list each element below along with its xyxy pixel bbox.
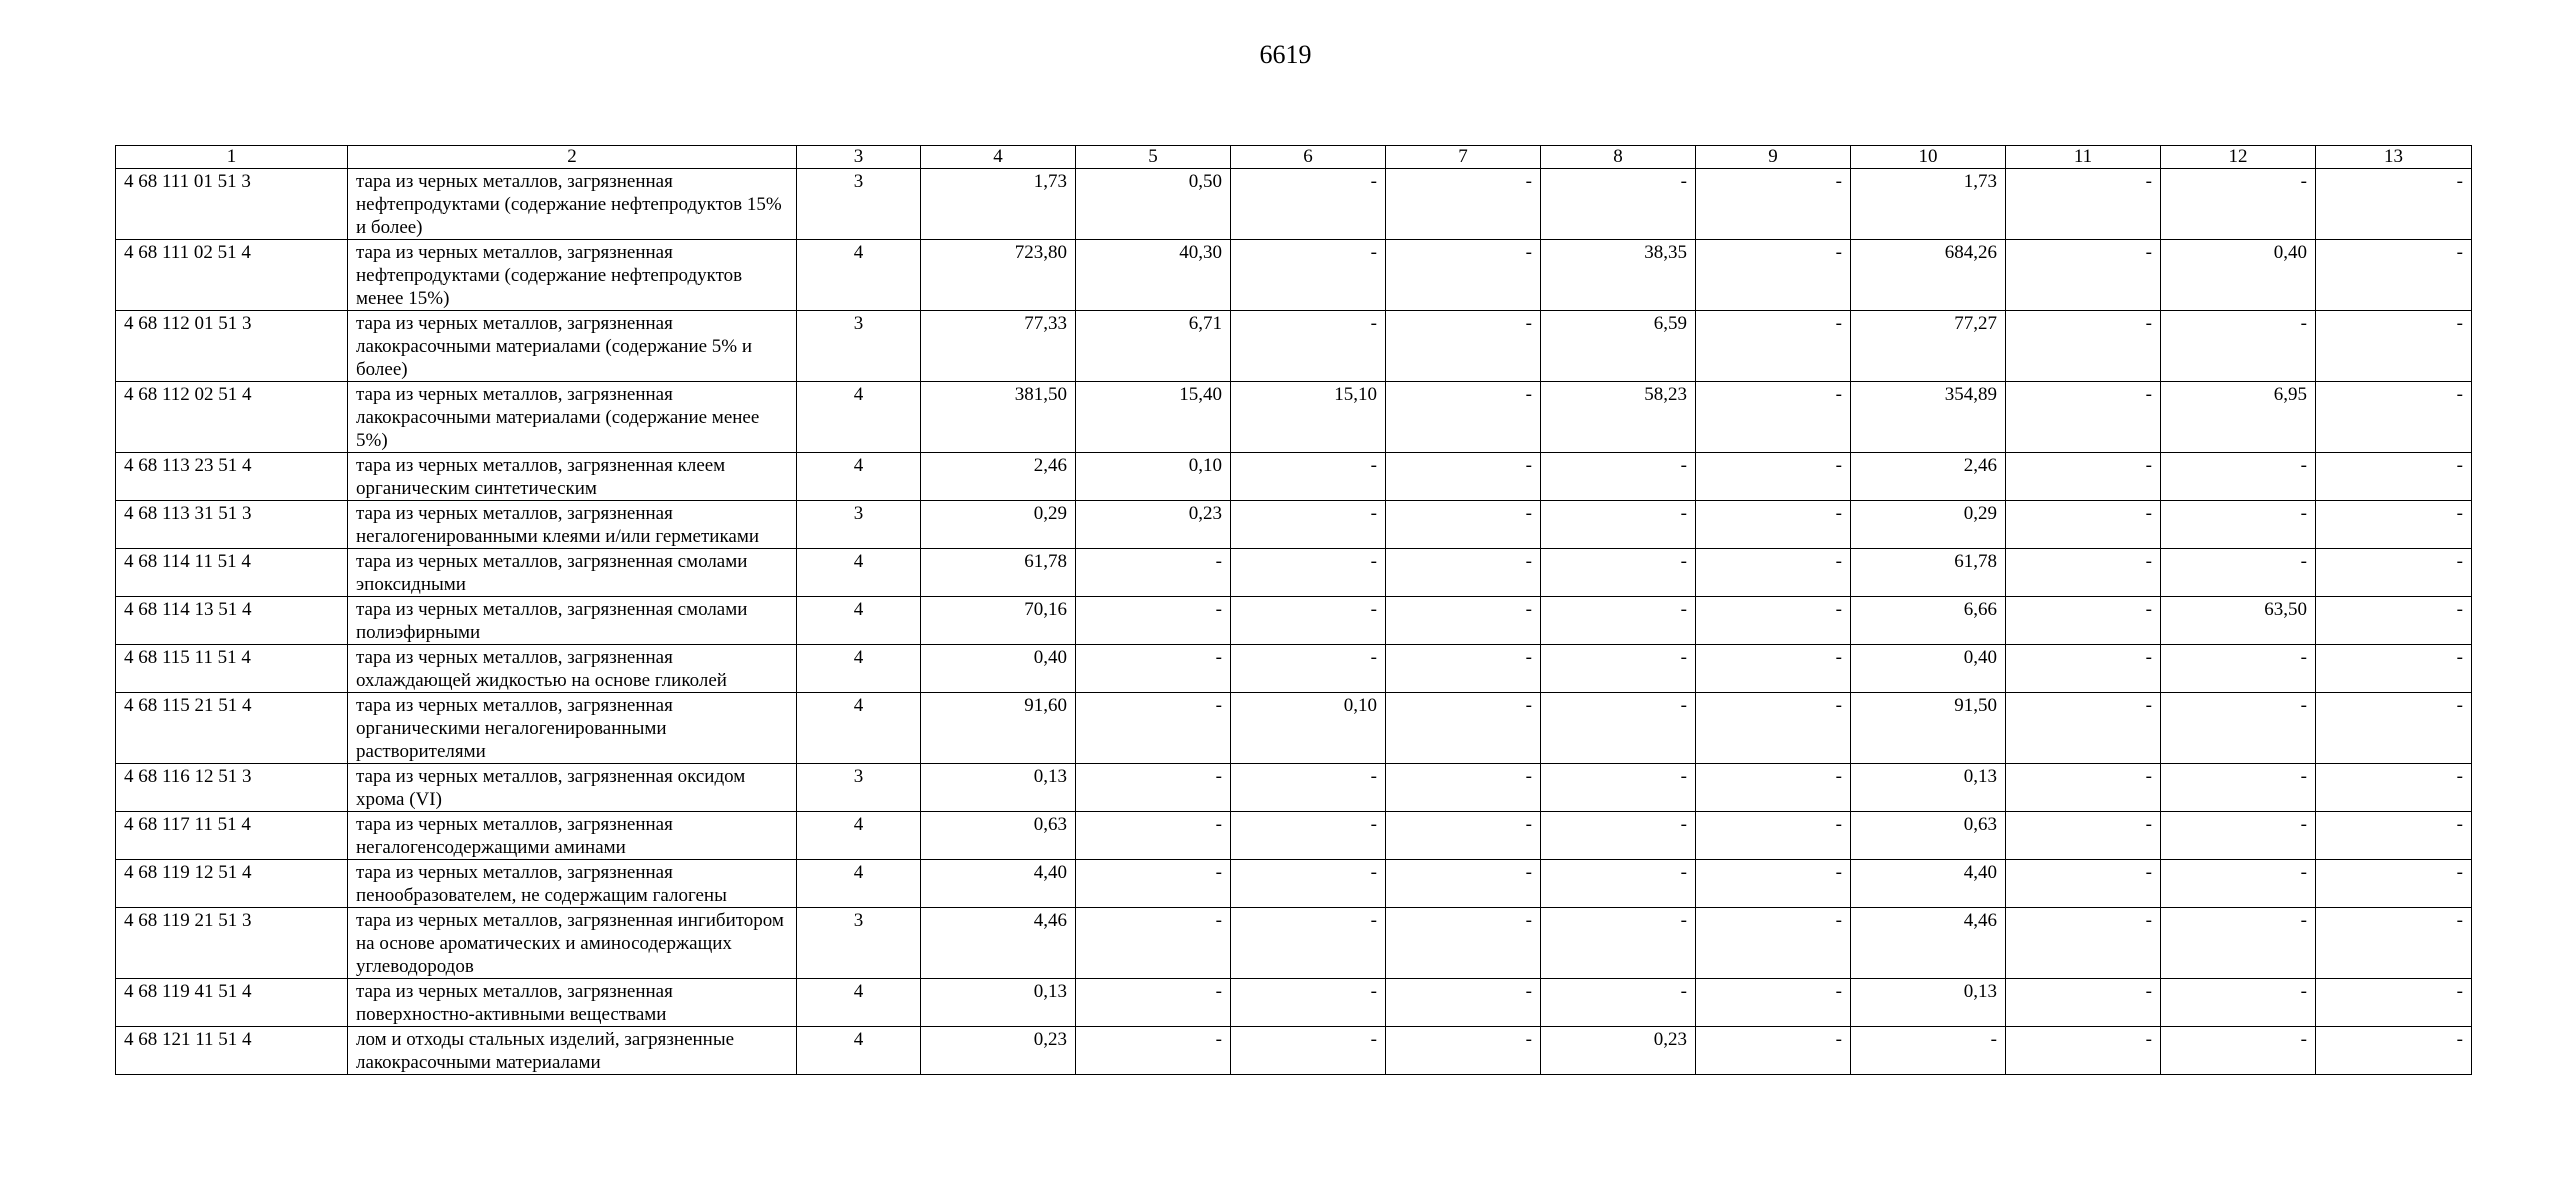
value-cell: 63,50 — [2161, 597, 2316, 645]
value-cell: 0,40 — [2161, 240, 2316, 311]
value-cell: 0,63 — [1851, 812, 2006, 860]
value-cell: - — [1386, 597, 1541, 645]
value-cell: 1,73 — [921, 169, 1076, 240]
value-cell: - — [1231, 908, 1386, 979]
page-number: 6619 — [1259, 40, 1312, 69]
value-cell: - — [2316, 169, 2472, 240]
value-cell: - — [1076, 812, 1231, 860]
value-cell: - — [2316, 979, 2472, 1027]
hazard-class-cell: 3 — [797, 908, 921, 979]
waste-name-cell: тара из черных металлов, загрязненная лакокрасочными материалами (содержание 5% и более) — [348, 311, 797, 382]
value-cell: 91,60 — [921, 693, 1076, 764]
hazard-class-cell: 3 — [797, 764, 921, 812]
column-header: 5 — [1076, 146, 1231, 169]
value-cell: - — [1386, 311, 1541, 382]
value-cell: 0,23 — [1541, 1027, 1696, 1075]
value-cell: - — [1696, 240, 1851, 311]
value-cell: - — [2316, 382, 2472, 453]
value-cell: - — [1696, 1027, 1851, 1075]
waste-code-cell: 4 68 121 11 51 4 — [116, 1027, 348, 1075]
value-cell: 0,10 — [1076, 453, 1231, 501]
value-cell: 58,23 — [1541, 382, 1696, 453]
table-row — [116, 645, 2472, 693]
value-cell: - — [1696, 693, 1851, 764]
waste-name-cell: тара из черных металлов, загрязненная органическими негалогенированными растворителями — [348, 693, 797, 764]
value-cell: - — [1696, 501, 1851, 549]
value-cell: - — [1231, 549, 1386, 597]
value-cell: 0,63 — [921, 812, 1076, 860]
value-cell: - — [1386, 645, 1541, 693]
value-cell: - — [1076, 908, 1231, 979]
value-cell: - — [2161, 979, 2316, 1027]
table-row — [116, 860, 2472, 908]
waste-code-cell: 4 68 111 02 51 4 — [116, 240, 348, 311]
table-row — [116, 169, 2472, 240]
value-cell: - — [1231, 169, 1386, 240]
value-cell: - — [1231, 860, 1386, 908]
table-row — [116, 453, 2472, 501]
value-cell: - — [2161, 549, 2316, 597]
value-cell: - — [2161, 1027, 2316, 1075]
value-cell: - — [1541, 693, 1696, 764]
hazard-class-cell: 4 — [797, 597, 921, 645]
value-cell: - — [1386, 549, 1541, 597]
value-cell: - — [1076, 597, 1231, 645]
value-cell: 1,73 — [1851, 169, 2006, 240]
waste-code-cell: 4 68 114 13 51 4 — [116, 597, 348, 645]
column-header: 4 — [921, 146, 1076, 169]
value-cell: 0,23 — [921, 1027, 1076, 1075]
waste-code-cell: 4 68 115 11 51 4 — [116, 645, 348, 693]
value-cell: - — [1386, 764, 1541, 812]
value-cell: - — [1541, 764, 1696, 812]
value-cell: - — [1696, 764, 1851, 812]
table-row — [116, 979, 2472, 1027]
table-row — [116, 382, 2472, 453]
value-cell: 354,89 — [1851, 382, 2006, 453]
value-cell: 684,26 — [1851, 240, 2006, 311]
value-cell: 4,40 — [921, 860, 1076, 908]
value-cell: 0,13 — [1851, 764, 2006, 812]
value-cell: - — [2316, 311, 2472, 382]
value-cell: 0,13 — [1851, 979, 2006, 1027]
value-cell: 77,33 — [921, 311, 1076, 382]
waste-code-cell: 4 68 116 12 51 3 — [116, 764, 348, 812]
value-cell: 381,50 — [921, 382, 1076, 453]
value-cell: 61,78 — [1851, 549, 2006, 597]
value-cell: - — [2161, 693, 2316, 764]
value-cell: - — [1541, 908, 1696, 979]
waste-name-cell: тара из черных металлов, загрязненная поверхностно-активными веществами — [348, 979, 797, 1027]
value-cell: - — [1231, 240, 1386, 311]
value-cell: - — [2006, 169, 2161, 240]
hazard-class-cell: 4 — [797, 453, 921, 501]
value-cell: - — [2316, 860, 2472, 908]
header-row — [116, 146, 2472, 169]
table-row — [116, 693, 2472, 764]
waste-code-cell: 4 68 113 31 51 3 — [116, 501, 348, 549]
column-header: 2 — [348, 146, 797, 169]
value-cell: - — [2006, 860, 2161, 908]
hazard-class-cell: 4 — [797, 860, 921, 908]
value-cell: - — [2006, 812, 2161, 860]
value-cell: - — [1386, 501, 1541, 549]
value-cell: - — [1541, 501, 1696, 549]
hazard-class-cell: 4 — [797, 549, 921, 597]
value-cell: 0,40 — [1851, 645, 2006, 693]
table-row — [116, 908, 2472, 979]
waste-name-cell: тара из черных металлов, загрязненная лакокрасочными материалами (содержание менее 5%) — [348, 382, 797, 453]
value-cell: 15,40 — [1076, 382, 1231, 453]
waste-code-cell: 4 68 119 41 51 4 — [116, 979, 348, 1027]
value-cell: 4,46 — [1851, 908, 2006, 979]
value-cell: 6,66 — [1851, 597, 2006, 645]
column-header: 11 — [2006, 146, 2161, 169]
table-row — [116, 240, 2472, 311]
column-header: 6 — [1231, 146, 1386, 169]
table-row — [116, 311, 2472, 382]
value-cell: - — [1541, 979, 1696, 1027]
table-row — [116, 1027, 2472, 1075]
value-cell: - — [1231, 812, 1386, 860]
value-cell: - — [1851, 1027, 2006, 1075]
hazard-class-cell: 4 — [797, 382, 921, 453]
value-cell: - — [1386, 382, 1541, 453]
value-cell: - — [1696, 597, 1851, 645]
value-cell: - — [1076, 860, 1231, 908]
value-cell: - — [1231, 645, 1386, 693]
value-cell: - — [1696, 645, 1851, 693]
value-cell: - — [2316, 645, 2472, 693]
table-body — [116, 169, 2472, 1075]
value-cell: - — [1696, 812, 1851, 860]
value-cell: - — [2316, 453, 2472, 501]
hazard-class-cell: 4 — [797, 812, 921, 860]
hazard-class-cell: 3 — [797, 501, 921, 549]
waste-name-cell: тара из черных металлов, загрязненная негалогенсодержащими аминами — [348, 812, 797, 860]
value-cell: 70,16 — [921, 597, 1076, 645]
hazard-class-cell: 3 — [797, 311, 921, 382]
waste-code-cell: 4 68 114 11 51 4 — [116, 549, 348, 597]
value-cell: 4,40 — [1851, 860, 2006, 908]
waste-name-cell: тара из черных металлов, загрязненная охлаждающей жидкостью на основе гликолей — [348, 645, 797, 693]
value-cell: 0,40 — [921, 645, 1076, 693]
value-cell: - — [1696, 382, 1851, 453]
value-cell: - — [1386, 812, 1541, 860]
value-cell: - — [1696, 311, 1851, 382]
value-cell: - — [1231, 1027, 1386, 1075]
value-cell: - — [1231, 597, 1386, 645]
value-cell: - — [2316, 549, 2472, 597]
value-cell: - — [2316, 240, 2472, 311]
value-cell: - — [1076, 549, 1231, 597]
waste-table — [115, 145, 2472, 1075]
value-cell: - — [1541, 860, 1696, 908]
waste-name-cell: тара из черных металлов, загрязненная пенообразователем, не содержащим галогены — [348, 860, 797, 908]
value-cell: 0,13 — [921, 979, 1076, 1027]
value-cell: - — [1696, 860, 1851, 908]
value-cell: - — [1076, 979, 1231, 1027]
waste-name-cell: тара из черных металлов, загрязненная негалогенированными клеями и/или герметиками — [348, 501, 797, 549]
waste-name-cell: тара из черных металлов, загрязненная клеем органическим синтетическим — [348, 453, 797, 501]
value-cell: - — [2006, 240, 2161, 311]
value-cell: - — [2161, 311, 2316, 382]
value-cell: - — [1386, 860, 1541, 908]
value-cell: - — [1231, 453, 1386, 501]
waste-name-cell: тара из черных металлов, загрязненная смолами полиэфирными — [348, 597, 797, 645]
value-cell: 6,71 — [1076, 311, 1231, 382]
value-cell: - — [2161, 645, 2316, 693]
hazard-class-cell: 4 — [797, 979, 921, 1027]
value-cell: 0,29 — [921, 501, 1076, 549]
value-cell: - — [2006, 979, 2161, 1027]
value-cell: - — [1231, 979, 1386, 1027]
column-header: 8 — [1541, 146, 1696, 169]
hazard-class-cell: 4 — [797, 240, 921, 311]
value-cell: 77,27 — [1851, 311, 2006, 382]
hazard-class-cell: 4 — [797, 1027, 921, 1075]
value-cell: - — [2316, 597, 2472, 645]
value-cell: - — [2006, 645, 2161, 693]
value-cell: - — [1076, 1027, 1231, 1075]
value-cell: 2,46 — [921, 453, 1076, 501]
value-cell: - — [2006, 453, 2161, 501]
value-cell: - — [1541, 645, 1696, 693]
value-cell: - — [1076, 764, 1231, 812]
value-cell: - — [2006, 311, 2161, 382]
waste-code-cell: 4 68 119 21 51 3 — [116, 908, 348, 979]
value-cell: - — [1386, 169, 1541, 240]
hazard-class-cell: 4 — [797, 693, 921, 764]
waste-code-cell: 4 68 111 01 51 3 — [116, 169, 348, 240]
value-cell: - — [1386, 908, 1541, 979]
value-cell: 15,10 — [1231, 382, 1386, 453]
column-header: 3 — [797, 146, 921, 169]
value-cell: 91,50 — [1851, 693, 2006, 764]
column-header: 1 — [116, 146, 348, 169]
waste-code-cell: 4 68 112 01 51 3 — [116, 311, 348, 382]
value-cell: - — [2006, 501, 2161, 549]
column-header: 9 — [1696, 146, 1851, 169]
value-cell: - — [1696, 549, 1851, 597]
value-cell: 0,13 — [921, 764, 1076, 812]
value-cell: - — [2316, 812, 2472, 860]
waste-code-cell: 4 68 113 23 51 4 — [116, 453, 348, 501]
value-cell: 38,35 — [1541, 240, 1696, 311]
value-cell: 0,10 — [1231, 693, 1386, 764]
value-cell: 723,80 — [921, 240, 1076, 311]
value-cell: - — [1696, 453, 1851, 501]
waste-code-cell: 4 68 119 12 51 4 — [116, 860, 348, 908]
value-cell: - — [2006, 908, 2161, 979]
table-row — [116, 549, 2472, 597]
value-cell: - — [1541, 549, 1696, 597]
waste-name-cell: тара из черных металлов, загрязненная нефтепродуктами (содержание нефтепродуктов 15% и более) — [348, 169, 797, 240]
value-cell: 4,46 — [921, 908, 1076, 979]
column-header: 13 — [2316, 146, 2472, 169]
value-cell: - — [1231, 501, 1386, 549]
value-cell: - — [1231, 311, 1386, 382]
waste-code-cell: 4 68 115 21 51 4 — [116, 693, 348, 764]
value-cell: - — [1696, 169, 1851, 240]
table-row — [116, 597, 2472, 645]
value-cell: 6,59 — [1541, 311, 1696, 382]
waste-name-cell: тара из черных металлов, загрязненная оксидом хрома (VI) — [348, 764, 797, 812]
value-cell: - — [1386, 693, 1541, 764]
column-header: 10 — [1851, 146, 2006, 169]
value-cell: - — [1541, 597, 1696, 645]
column-header: 7 — [1386, 146, 1541, 169]
value-cell: - — [1541, 453, 1696, 501]
value-cell: - — [2006, 382, 2161, 453]
value-cell: 0,29 — [1851, 501, 2006, 549]
value-cell: - — [1076, 645, 1231, 693]
value-cell: - — [2316, 693, 2472, 764]
column-header: 12 — [2161, 146, 2316, 169]
value-cell: - — [2316, 908, 2472, 979]
value-cell: - — [2161, 812, 2316, 860]
value-cell: 0,50 — [1076, 169, 1231, 240]
table-row — [116, 812, 2472, 860]
value-cell: 6,95 — [2161, 382, 2316, 453]
value-cell: 40,30 — [1076, 240, 1231, 311]
value-cell: - — [1541, 812, 1696, 860]
value-cell: - — [1541, 169, 1696, 240]
waste-name-cell: тара из черных металлов, загрязненная нефтепродуктами (содержание нефтепродуктов менее 15%) — [348, 240, 797, 311]
waste-name-cell: тара из черных металлов, загрязненная ингибитором на основе ароматических и аминосодержащих углеводородов — [348, 908, 797, 979]
value-cell: - — [1076, 693, 1231, 764]
value-cell: - — [2316, 501, 2472, 549]
hazard-class-cell: 3 — [797, 169, 921, 240]
value-cell: - — [2006, 693, 2161, 764]
hazard-class-cell: 4 — [797, 645, 921, 693]
table-row — [116, 764, 2472, 812]
value-cell: - — [1386, 453, 1541, 501]
value-cell: - — [2006, 1027, 2161, 1075]
value-cell: - — [2161, 908, 2316, 979]
waste-name-cell: тара из черных металлов, загрязненная смолами эпоксидными — [348, 549, 797, 597]
value-cell: - — [1696, 908, 1851, 979]
waste-name-cell: лом и отходы стальных изделий, загрязненные лакокрасочными материалами — [348, 1027, 797, 1075]
value-cell: - — [2161, 764, 2316, 812]
value-cell: - — [2316, 1027, 2472, 1075]
value-cell: - — [1386, 1027, 1541, 1075]
value-cell: 61,78 — [921, 549, 1076, 597]
value-cell: - — [1386, 240, 1541, 311]
value-cell: - — [2006, 597, 2161, 645]
value-cell: 0,23 — [1076, 501, 1231, 549]
value-cell: - — [2161, 860, 2316, 908]
value-cell: - — [2161, 453, 2316, 501]
waste-code-cell: 4 68 117 11 51 4 — [116, 812, 348, 860]
value-cell: 2,46 — [1851, 453, 2006, 501]
value-cell: - — [2006, 549, 2161, 597]
value-cell: - — [2006, 764, 2161, 812]
value-cell: - — [1386, 979, 1541, 1027]
value-cell: - — [2161, 169, 2316, 240]
table-row — [116, 501, 2472, 549]
value-cell: - — [1231, 764, 1386, 812]
value-cell: - — [1696, 979, 1851, 1027]
value-cell: - — [2316, 764, 2472, 812]
value-cell: - — [2161, 501, 2316, 549]
waste-code-cell: 4 68 112 02 51 4 — [116, 382, 348, 453]
